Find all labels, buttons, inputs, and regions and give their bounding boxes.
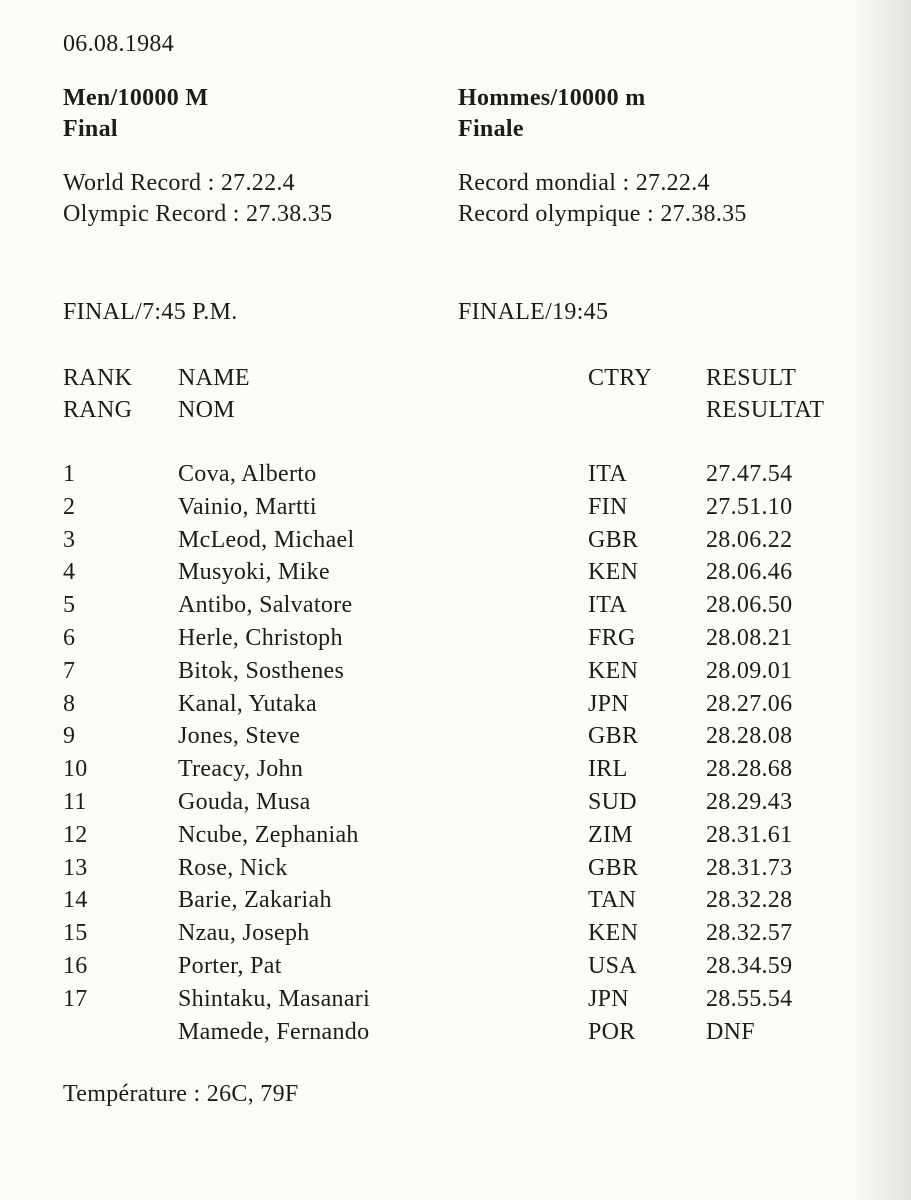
rank-cell: 3 (63, 526, 76, 553)
result-cell: 28.55.54 (706, 985, 793, 1012)
final-time-fr: FINALE/19:45 (458, 299, 609, 325)
table-row (0, 688, 911, 720)
name-cell: Shintaku, Masanari (178, 985, 371, 1012)
result-cell: DNF (706, 1018, 755, 1045)
date: 06.08.1984 (63, 31, 174, 57)
result-cell: 28.28.68 (706, 756, 793, 783)
rank-cell: 2 (63, 493, 76, 520)
table-row (0, 884, 911, 916)
table-row (0, 491, 911, 523)
name-cell: Bitok, Sosthenes (178, 657, 345, 684)
table-row (0, 950, 911, 982)
name-cell: Gouda, Musa (178, 789, 311, 815)
country-cell: JPN (588, 985, 629, 1012)
result-cell: 27.47.54 (706, 461, 793, 487)
table-row (0, 524, 911, 556)
result-cell: 28.32.28 (706, 887, 793, 914)
rank-cell: 7 (63, 657, 76, 684)
table-row (0, 556, 911, 588)
country-cell: FIN (588, 493, 628, 520)
name-cell: Mamede, Fernando (178, 1018, 370, 1045)
name-cell: Musyoki, Mike (178, 559, 330, 586)
country-cell: JPN (588, 690, 629, 717)
rank-cell: 4 (63, 559, 76, 586)
rank-cell: 15 (63, 920, 88, 947)
name-cell: Kanal, Yutaka (178, 690, 317, 717)
name-cell: Nzau, Joseph (178, 920, 310, 947)
result-cell: 28.32.57 (706, 920, 793, 947)
event-title-fr: Hommes/10000 m (458, 85, 646, 111)
temperature: Température : 26C, 79F (63, 1081, 299, 1107)
table-row (0, 458, 911, 490)
name-cell: Jones, Steve (178, 723, 301, 750)
result-cell: 28.31.73 (706, 854, 793, 881)
result-cell: 28.27.06 (706, 690, 793, 717)
rank-cell: 17 (63, 985, 88, 1012)
rank-cell: 14 (63, 887, 88, 914)
name-cell: Ncube, Zephaniah (178, 821, 359, 848)
rank-cell: 9 (63, 723, 76, 750)
country-cell: POR (588, 1018, 636, 1045)
result-cell: 28.29.43 (706, 789, 793, 815)
header-name-fr: NOM (178, 397, 235, 423)
name-cell: Herle, Christoph (178, 625, 343, 651)
result-cell: 28.34.59 (706, 953, 793, 979)
olympic-record-en: Olympic Record : 27.38.35 (63, 201, 333, 227)
country-cell: FRG (588, 625, 636, 651)
result-cell: 27.51.10 (706, 493, 793, 520)
table-row (0, 655, 911, 687)
result-cell: 28.09.01 (706, 657, 793, 684)
country-cell: IRL (588, 756, 628, 783)
header-country: CTRY (588, 365, 652, 391)
header-rank-en: RANK (63, 365, 133, 391)
round-title-en: Final (63, 116, 118, 142)
rank-cell: 10 (63, 756, 88, 783)
world-record-fr: Record mondial : 27.22.4 (458, 170, 710, 196)
country-cell: GBR (588, 723, 639, 750)
table-row (0, 819, 911, 851)
rank-cell: 8 (63, 690, 76, 717)
country-cell: TAN (588, 887, 637, 914)
result-cell: 28.06.46 (706, 559, 793, 586)
country-cell: SUD (588, 789, 637, 815)
country-cell: GBR (588, 854, 639, 881)
name-cell: Porter, Pat (178, 953, 282, 979)
result-cell: 28.31.61 (706, 821, 793, 848)
olympic-record-fr: Record olympique : 27.38.35 (458, 201, 747, 227)
table-row (0, 589, 911, 621)
table-row (0, 852, 911, 884)
header-rank-fr: RANG (63, 397, 133, 423)
country-cell: GBR (588, 526, 639, 553)
result-cell: 28.06.22 (706, 526, 793, 553)
result-cell: 28.06.50 (706, 592, 793, 619)
world-record-en: World Record : 27.22.4 (63, 170, 295, 196)
rank-cell: 6 (63, 625, 76, 651)
country-cell: KEN (588, 920, 639, 947)
table-row (0, 753, 911, 785)
table-row (0, 622, 911, 654)
name-cell: Rose, Nick (178, 854, 288, 881)
round-title-fr: Finale (458, 116, 524, 142)
country-cell: USA (588, 953, 637, 979)
event-title-en: Men/10000 M (63, 85, 209, 111)
rank-cell: 12 (63, 821, 88, 848)
name-cell: Cova, Alberto (178, 461, 317, 487)
rank-cell: 11 (63, 789, 87, 815)
rank-cell: 13 (63, 854, 88, 881)
name-cell: Treacy, John (178, 756, 304, 783)
rank-cell: 16 (63, 953, 88, 979)
header-result-en: RESULT (706, 365, 797, 391)
table-row (0, 917, 911, 949)
header-result-fr: RESULTAT (706, 397, 825, 423)
country-cell: ITA (588, 461, 627, 487)
country-cell: KEN (588, 559, 639, 586)
table-row (0, 983, 911, 1015)
rank-cell: 5 (63, 592, 76, 619)
table-row (0, 720, 911, 752)
rank-cell: 1 (63, 461, 76, 487)
country-cell: ITA (588, 592, 627, 619)
table-row (0, 1016, 911, 1048)
result-cell: 28.28.08 (706, 723, 793, 750)
name-cell: McLeod, Michael (178, 526, 355, 553)
name-cell: Barie, Zakariah (178, 887, 332, 914)
result-cell: 28.08.21 (706, 625, 793, 651)
name-cell: Vainio, Martti (178, 493, 317, 520)
header-name-en: NAME (178, 365, 250, 391)
country-cell: ZIM (588, 821, 633, 848)
final-time-en: FINAL/7:45 P.M. (63, 299, 238, 325)
name-cell: Antibo, Salvatore (178, 592, 353, 619)
table-row (0, 786, 911, 818)
country-cell: KEN (588, 657, 639, 684)
